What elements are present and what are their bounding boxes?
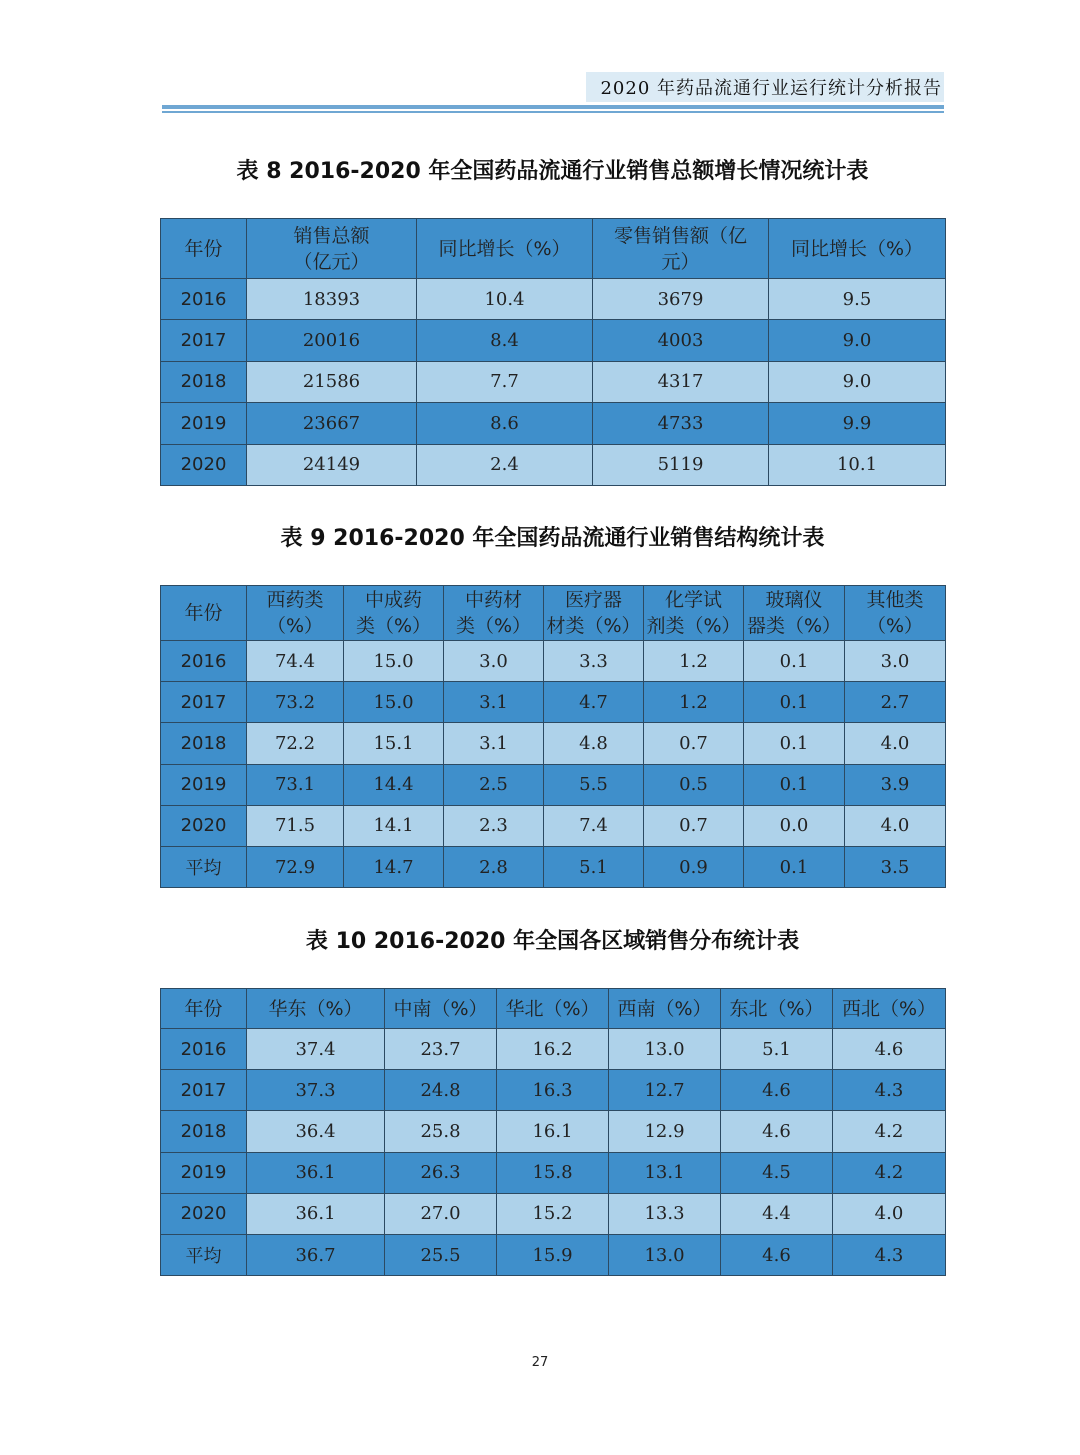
row-label-cell: 2020 — [161, 1193, 247, 1234]
table8-header-yoy-growth: 同比增长（%） — [417, 219, 593, 279]
row-label-cell: 2016 — [161, 279, 247, 320]
value-cell: 37.4 — [247, 1029, 385, 1070]
row-label-cell: 2020 — [161, 444, 247, 485]
value-cell: 2.4 — [417, 444, 593, 485]
table-row — [161, 723, 946, 764]
header-line: （%） — [866, 615, 924, 637]
row-label-cell: 平均 — [161, 846, 247, 887]
value-cell: 73.1 — [247, 764, 344, 805]
header-line: 器类（%） — [746, 615, 842, 637]
row-label-cell: 2018 — [161, 723, 247, 764]
table9-caption: 表 9 2016-2020 年全国药品流通行业销售结构统计表 — [280, 526, 825, 551]
value-cell: 4733 — [593, 403, 769, 444]
header-line: 材类（%） — [546, 615, 641, 637]
table-row — [161, 1029, 946, 1070]
value-cell: 4.6 — [721, 1111, 833, 1152]
header-line: 剂类（%） — [646, 615, 741, 637]
value-cell: 72.9 — [247, 846, 344, 887]
value-cell: 71.5 — [247, 805, 344, 846]
row-label-cell: 2019 — [161, 1152, 247, 1193]
table-row — [161, 846, 946, 887]
header-rule-thick — [162, 105, 944, 109]
value-cell: 0.1 — [744, 846, 845, 887]
header-line: 类（%） — [355, 615, 432, 637]
row-label-cell: 2018 — [161, 1111, 247, 1152]
value-cell: 27.0 — [385, 1193, 497, 1234]
value-cell: 5119 — [593, 444, 769, 485]
value-cell: 15.8 — [497, 1152, 609, 1193]
column-header — [744, 586, 845, 641]
value-cell: 0.0 — [744, 805, 845, 846]
value-cell: 15.0 — [344, 682, 444, 723]
value-cell: 9.9 — [769, 403, 946, 444]
value-cell: 4.2 — [833, 1111, 946, 1152]
value-cell: 4317 — [593, 361, 769, 402]
column-header — [344, 586, 444, 641]
table-row — [161, 1234, 946, 1275]
value-cell: 9.0 — [769, 320, 946, 361]
value-cell: 4003 — [593, 320, 769, 361]
column-header: 年份 — [161, 989, 247, 1029]
value-cell: 4.0 — [845, 805, 946, 846]
table-row — [161, 805, 946, 846]
header-line: 类（%） — [455, 615, 532, 637]
value-cell: 0.9 — [644, 846, 744, 887]
value-cell: 18393 — [247, 279, 417, 320]
value-cell: 1.2 — [644, 682, 744, 723]
value-cell: 0.1 — [744, 723, 845, 764]
value-cell: 3.1 — [444, 723, 544, 764]
value-cell: 72.2 — [247, 723, 344, 764]
value-cell: 4.8 — [544, 723, 644, 764]
value-cell: 12.9 — [609, 1111, 721, 1152]
value-cell: 37.3 — [247, 1070, 385, 1111]
column-header — [444, 586, 544, 641]
value-cell: 24149 — [247, 444, 417, 485]
row-label-cell: 2020 — [161, 805, 247, 846]
value-cell: 4.0 — [845, 723, 946, 764]
value-cell: 15.1 — [344, 723, 444, 764]
value-cell: 5.1 — [721, 1029, 833, 1070]
value-cell: 7.4 — [544, 805, 644, 846]
value-cell: 8.4 — [417, 320, 593, 361]
header-rule-thin — [162, 111, 944, 113]
header-line: 零售销售额（亿 — [613, 224, 747, 247]
value-cell: 4.6 — [721, 1070, 833, 1111]
table-row — [161, 1111, 946, 1152]
table-row — [161, 279, 946, 320]
value-cell: 36.1 — [247, 1152, 385, 1193]
value-cell: 5.5 — [544, 764, 644, 805]
column-header — [644, 586, 744, 641]
value-cell: 0.7 — [644, 723, 744, 764]
value-cell: 16.2 — [497, 1029, 609, 1070]
row-label-cell: 2017 — [161, 682, 247, 723]
value-cell: 8.6 — [417, 403, 593, 444]
value-cell: 26.3 — [385, 1152, 497, 1193]
value-cell: 10.1 — [769, 444, 946, 485]
row-label-cell: 2017 — [161, 1070, 247, 1111]
value-cell: 3679 — [593, 279, 769, 320]
value-cell: 14.1 — [344, 805, 444, 846]
value-cell: 16.1 — [497, 1111, 609, 1152]
column-header: 西南（%） — [609, 989, 721, 1029]
table-row — [161, 1152, 946, 1193]
value-cell: 24.8 — [385, 1070, 497, 1111]
header-line: 销售总额 — [293, 224, 370, 247]
value-cell: 9.0 — [769, 361, 946, 402]
header-line: 玻璃仪 — [765, 589, 823, 611]
value-cell: 3.9 — [845, 764, 946, 805]
value-cell: 2.7 — [845, 682, 946, 723]
value-cell: 5.1 — [544, 846, 644, 887]
table-row — [161, 641, 946, 682]
table8-header-year: 年份 — [161, 219, 247, 279]
value-cell: 23.7 — [385, 1029, 497, 1070]
page-number: 27 — [531, 1355, 549, 1370]
value-cell: 13.3 — [609, 1193, 721, 1234]
value-cell: 25.8 — [385, 1111, 497, 1152]
column-header — [544, 586, 644, 641]
row-label-cell: 2016 — [161, 1029, 247, 1070]
value-cell: 15.9 — [497, 1234, 609, 1275]
table10 — [160, 988, 946, 1276]
value-cell: 3.0 — [845, 641, 946, 682]
table9 — [160, 585, 946, 888]
header-line: 中成药 — [364, 589, 422, 611]
value-cell: 12.7 — [609, 1070, 721, 1111]
table-row — [161, 444, 946, 485]
header-line: （亿元） — [293, 250, 370, 273]
value-cell: 4.6 — [833, 1029, 946, 1070]
value-cell: 0.5 — [644, 764, 744, 805]
table-row — [161, 320, 946, 361]
value-cell: 0.1 — [744, 682, 845, 723]
value-cell: 15.0 — [344, 641, 444, 682]
header-line: 化学试 — [664, 589, 722, 611]
row-label-cell: 2016 — [161, 641, 247, 682]
header-line: 其他类 — [866, 589, 924, 611]
value-cell: 74.4 — [247, 641, 344, 682]
report-header-title: 2020 年药品流通行业运行统计分析报告 — [586, 72, 944, 102]
value-cell: 7.7 — [417, 361, 593, 402]
value-cell: 20016 — [247, 320, 417, 361]
column-header: 年份 — [161, 586, 247, 641]
value-cell: 21586 — [247, 361, 417, 402]
row-label-cell: 2018 — [161, 361, 247, 402]
value-cell: 16.3 — [497, 1070, 609, 1111]
table-row — [161, 764, 946, 805]
value-cell: 13.1 — [609, 1152, 721, 1193]
table8-header-retail-sales — [593, 219, 769, 279]
value-cell: 4.3 — [833, 1234, 946, 1275]
header-line: 元） — [661, 250, 700, 273]
value-cell: 2.5 — [444, 764, 544, 805]
value-cell: 2.3 — [444, 805, 544, 846]
column-header: 东北（%） — [721, 989, 833, 1029]
value-cell: 25.5 — [385, 1234, 497, 1275]
value-cell: 13.0 — [609, 1234, 721, 1275]
value-cell: 36.4 — [247, 1111, 385, 1152]
table-row — [161, 1193, 946, 1234]
value-cell: 0.1 — [744, 764, 845, 805]
row-label-cell: 2017 — [161, 320, 247, 361]
row-label-cell: 2019 — [161, 764, 247, 805]
table8-caption: 表 8 2016-2020 年全国药品流通行业销售总额增长情况统计表 — [236, 159, 869, 184]
header-line: （%） — [266, 615, 324, 637]
table-row — [161, 403, 946, 444]
table-row — [161, 682, 946, 723]
table8-header-retail-yoy: 同比增长（%） — [769, 219, 946, 279]
value-cell: 14.7 — [344, 846, 444, 887]
table10-caption: 表 10 2016-2020 年全国各区域销售分布统计表 — [305, 929, 800, 954]
value-cell: 4.3 — [833, 1070, 946, 1111]
column-header — [845, 586, 946, 641]
column-header — [247, 586, 344, 641]
value-cell: 36.1 — [247, 1193, 385, 1234]
header-line: 医疗器 — [564, 589, 622, 611]
value-cell: 9.5 — [769, 279, 946, 320]
header-line: 西药类 — [266, 589, 324, 611]
header-line: 中药材 — [464, 589, 522, 611]
value-cell: 3.1 — [444, 682, 544, 723]
value-cell: 2.8 — [444, 846, 544, 887]
value-cell: 4.4 — [721, 1193, 833, 1234]
column-header: 华北（%） — [497, 989, 609, 1029]
table-row — [161, 361, 946, 402]
value-cell: 3.0 — [444, 641, 544, 682]
value-cell: 3.5 — [845, 846, 946, 887]
value-cell: 4.6 — [721, 1234, 833, 1275]
table-row — [161, 1070, 946, 1111]
value-cell: 0.1 — [744, 641, 845, 682]
value-cell: 0.7 — [644, 805, 744, 846]
table8 — [160, 218, 946, 486]
value-cell: 4.2 — [833, 1152, 946, 1193]
value-cell: 3.3 — [544, 641, 644, 682]
value-cell: 4.5 — [721, 1152, 833, 1193]
value-cell: 15.2 — [497, 1193, 609, 1234]
value-cell: 10.4 — [417, 279, 593, 320]
value-cell: 14.4 — [344, 764, 444, 805]
value-cell: 73.2 — [247, 682, 344, 723]
value-cell: 13.0 — [609, 1029, 721, 1070]
column-header: 中南（%） — [385, 989, 497, 1029]
value-cell: 4.7 — [544, 682, 644, 723]
column-header: 华东（%） — [247, 989, 385, 1029]
row-label-cell: 2019 — [161, 403, 247, 444]
row-label-cell: 平均 — [161, 1234, 247, 1275]
value-cell: 4.0 — [833, 1193, 946, 1234]
table8-header-sales-total — [247, 219, 417, 279]
value-cell: 36.7 — [247, 1234, 385, 1275]
value-cell: 1.2 — [644, 641, 744, 682]
column-header: 西北（%） — [833, 989, 946, 1029]
value-cell: 23667 — [247, 403, 417, 444]
